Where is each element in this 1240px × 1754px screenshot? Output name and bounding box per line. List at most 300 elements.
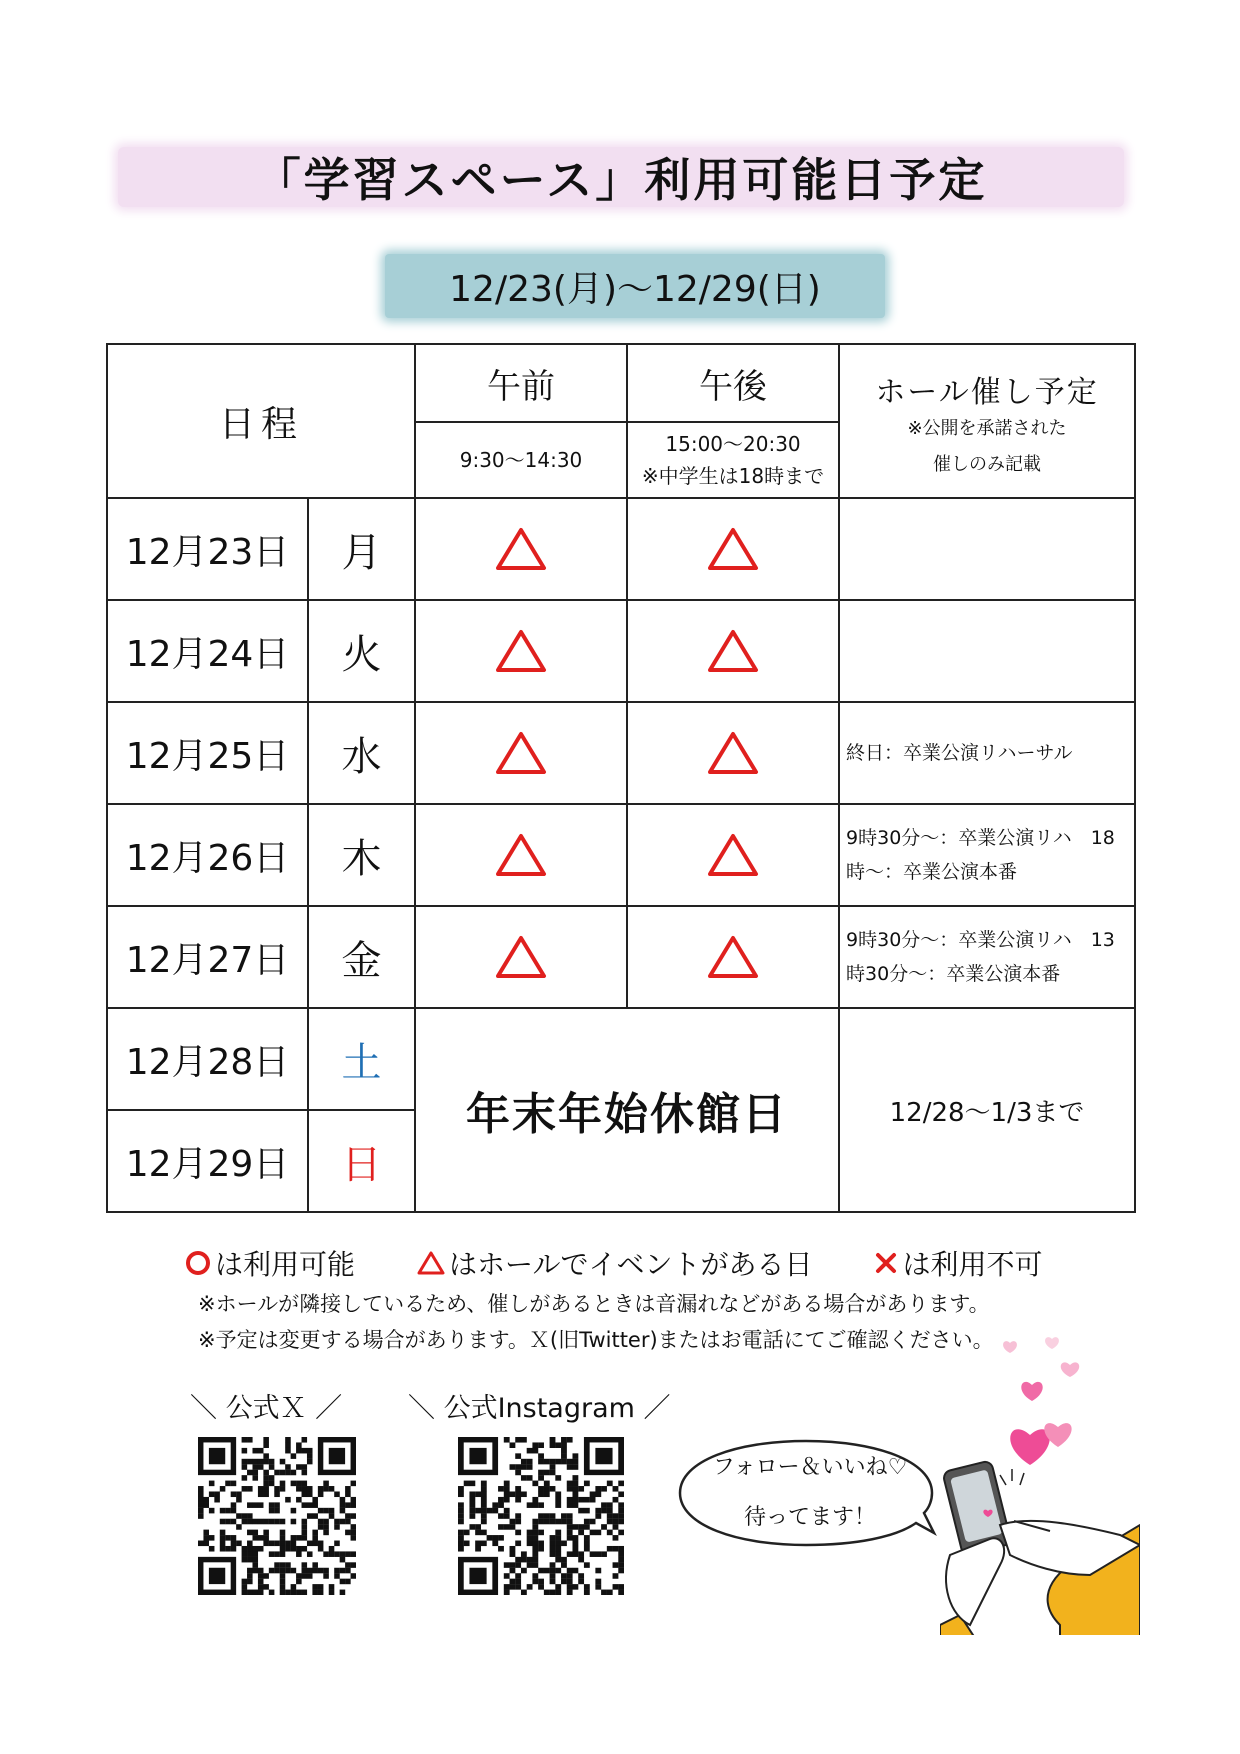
qr-module: [515, 1557, 521, 1563]
qr-module: [351, 1497, 356, 1503]
qr-module: [555, 1475, 561, 1481]
qr-module: [242, 1437, 248, 1443]
qr-module: [561, 1448, 567, 1454]
qr-module: [225, 1481, 231, 1487]
qr-module: [280, 1519, 286, 1525]
qr-module: [527, 1584, 533, 1590]
qr-module: [590, 1491, 596, 1497]
qr-module: [323, 1524, 329, 1530]
triangle-icon: [707, 526, 759, 572]
qr-module: [475, 1491, 481, 1497]
qr-module: [242, 1459, 248, 1465]
qr-module: [458, 1508, 464, 1514]
qr-module: [307, 1513, 313, 1519]
table-row: [107, 906, 1135, 1008]
qr-module: [340, 1568, 346, 1574]
qr-module: [291, 1541, 297, 1547]
qr-module: [527, 1557, 533, 1563]
qr-module: [601, 1508, 607, 1514]
qr-module: [334, 1524, 340, 1530]
qr-module: [613, 1535, 619, 1541]
qr-module: [618, 1584, 624, 1590]
qr-module: [291, 1453, 297, 1459]
qr-module: [312, 1562, 318, 1568]
weekday-cell-saturday: 土: [308, 1008, 415, 1110]
qr-module: [458, 1519, 464, 1525]
qr-module: [280, 1546, 286, 1552]
qr-module: [351, 1481, 356, 1487]
qr-module: [285, 1541, 291, 1547]
table-row: [107, 600, 1135, 702]
qr-module: [269, 1475, 275, 1481]
qr-module: [550, 1562, 556, 1568]
qr-module: [567, 1519, 573, 1525]
qr-module: [584, 1497, 590, 1503]
qr-module: [492, 1508, 498, 1514]
qr-module: [242, 1486, 248, 1492]
qr-module: [572, 1535, 578, 1541]
qr-module: [572, 1524, 578, 1530]
qr-module: [318, 1546, 324, 1552]
qr-module: [515, 1584, 521, 1590]
qr-module: [481, 1502, 487, 1508]
hall-event-cell: [839, 498, 1135, 600]
qr-module: [285, 1437, 291, 1443]
weekday-cell-sunday: 日: [308, 1110, 415, 1212]
qr-module: [532, 1562, 538, 1568]
am-status-cell: [415, 498, 627, 600]
qr-module: [242, 1513, 248, 1519]
qr-module: [555, 1502, 561, 1508]
qr-module: [618, 1481, 624, 1487]
qr-module: [307, 1573, 313, 1579]
qr-module: [274, 1562, 280, 1568]
qr-module: [274, 1470, 280, 1476]
qr-module: [618, 1491, 624, 1497]
circle-icon: [185, 1250, 211, 1276]
qr-module: [351, 1524, 356, 1530]
qr-module: [532, 1524, 538, 1530]
qr-module: [618, 1546, 624, 1552]
qr-module: [555, 1519, 561, 1525]
qr-module: [469, 1497, 475, 1503]
qr-module: [584, 1546, 590, 1552]
qr-module: [269, 1459, 275, 1465]
qr-module: [312, 1584, 318, 1590]
qr-module: [258, 1486, 264, 1492]
x-qr-code[interactable]: [198, 1437, 356, 1595]
qr-module: [302, 1546, 308, 1552]
qr-module: [247, 1579, 253, 1585]
qr-module: [618, 1513, 624, 1519]
page-title: 「学習スペース」利用可能日予定: [254, 153, 988, 207]
qr-module: [252, 1519, 258, 1525]
qr-module: [280, 1562, 286, 1568]
qr-module: [538, 1541, 544, 1547]
qr-module: [334, 1541, 340, 1547]
qr-module: [323, 1530, 329, 1536]
qr-module: [561, 1513, 567, 1519]
qr-module: [307, 1491, 313, 1497]
legend-event-label: はホールでイベントがある日: [449, 1248, 813, 1281]
qr-module: [584, 1524, 590, 1530]
qr-module: [225, 1508, 231, 1514]
qr-module: [280, 1579, 286, 1585]
qr-module: [601, 1502, 607, 1508]
qr-module: [329, 1486, 335, 1492]
qr-module: [504, 1513, 510, 1519]
qr-module: [538, 1530, 544, 1536]
qr-module: [198, 1491, 204, 1497]
qr-module: [236, 1513, 242, 1519]
qr-module: [561, 1573, 567, 1579]
qr-module: [618, 1551, 624, 1557]
am-time: 9:30〜14:30: [415, 422, 627, 498]
triangle-icon: [495, 730, 547, 776]
pm-status-cell: [627, 600, 839, 702]
qr-module: [247, 1551, 253, 1557]
qr-module: [515, 1497, 521, 1503]
qr-module: [555, 1590, 561, 1595]
qr-module: [578, 1497, 584, 1503]
qr-module: [572, 1459, 578, 1465]
hall-event-line: 時〜：卒業公演本番: [846, 861, 1018, 883]
qr-module: [198, 1508, 204, 1514]
qr-module: [527, 1535, 533, 1541]
qr-module: [291, 1508, 297, 1514]
qr-module: [601, 1590, 607, 1595]
qr-module: [285, 1442, 291, 1448]
qr-module: [538, 1470, 544, 1476]
qr-module: [302, 1486, 308, 1492]
qr-module: [572, 1464, 578, 1470]
hall-event-cell: [839, 906, 1135, 1008]
qr-module: [345, 1513, 351, 1519]
qr-module: [595, 1486, 601, 1492]
qr-module: [318, 1541, 324, 1547]
qr-module: [561, 1442, 567, 1448]
date-cell: 12月24日: [107, 600, 308, 702]
qr-module: [220, 1535, 226, 1541]
qr-module: [550, 1573, 556, 1579]
qr-module: [618, 1508, 624, 1514]
qr-module: [567, 1590, 573, 1595]
qr-module: [475, 1508, 481, 1514]
weekday-cell: 月: [308, 498, 415, 600]
qr-module: [274, 1502, 280, 1508]
qr-module: [458, 1535, 464, 1541]
qr-module: [280, 1590, 286, 1595]
qr-module: [498, 1486, 504, 1492]
qr-module: [584, 1519, 590, 1525]
qr-module: [544, 1491, 550, 1497]
qr-module: [340, 1551, 346, 1557]
qr-module: [307, 1568, 313, 1574]
qr-module: [618, 1562, 624, 1568]
qr-module: [504, 1486, 510, 1492]
qr-module: [613, 1573, 619, 1579]
qr-module: [263, 1453, 269, 1459]
qr-module: [555, 1568, 561, 1574]
qr-module: [302, 1437, 308, 1443]
qr-module: [561, 1519, 567, 1525]
qr-module: [572, 1546, 578, 1552]
qr-module: [481, 1486, 487, 1492]
qr-module: [340, 1519, 346, 1525]
qr-module: [481, 1481, 487, 1487]
weekday-cell: 金: [308, 906, 415, 1008]
qr-module: [296, 1579, 302, 1585]
qr-module: [242, 1579, 248, 1585]
qr-module: [274, 1568, 280, 1574]
qr-module: [515, 1541, 521, 1547]
qr-module: [258, 1519, 264, 1525]
qr-module: [515, 1519, 521, 1525]
qr-module: [538, 1584, 544, 1590]
qr-module: [280, 1573, 286, 1579]
legend: [185, 1243, 1085, 1283]
qr-module: [296, 1464, 302, 1470]
qr-module: [231, 1481, 237, 1487]
qr-module: [258, 1590, 264, 1595]
qr-module: [572, 1497, 578, 1503]
qr-module: [555, 1497, 561, 1503]
qr-module: [198, 1497, 204, 1503]
qr-module: [307, 1541, 313, 1547]
qr-module: [231, 1535, 237, 1541]
qr-module: [258, 1579, 264, 1585]
qr-module: [312, 1502, 318, 1508]
qr-module: [231, 1546, 237, 1552]
weekday-cell: 火: [308, 600, 415, 702]
qr-module: [618, 1557, 624, 1563]
qr-module: [521, 1557, 527, 1563]
qr-module: [458, 1541, 464, 1547]
qr-module: [458, 1491, 464, 1497]
qr-module: [538, 1502, 544, 1508]
qr-module: [595, 1513, 601, 1519]
qr-module: [345, 1491, 351, 1497]
qr-module: [258, 1568, 264, 1574]
qr-module: [555, 1530, 561, 1536]
qr-module: [231, 1502, 237, 1508]
qr-module: [510, 1442, 516, 1448]
qr-module: [607, 1481, 613, 1487]
qr-module: [504, 1497, 510, 1503]
qr-module: [458, 1486, 464, 1492]
qr-module: [515, 1579, 521, 1585]
qr-module: [527, 1502, 533, 1508]
qr-module: [618, 1568, 624, 1574]
qr-module: [323, 1573, 329, 1579]
legend-event: [417, 1243, 812, 1283]
qr-module: [252, 1562, 258, 1568]
qr-module: [504, 1491, 510, 1497]
weekday-cell: 木: [308, 804, 415, 906]
qr-module: [220, 1530, 226, 1536]
qr-module: [340, 1508, 346, 1514]
qr-module: [561, 1541, 567, 1547]
qr-module: [561, 1437, 567, 1443]
qr-module: [584, 1535, 590, 1541]
hall-event-cell: [839, 702, 1135, 804]
qr-module: [567, 1513, 573, 1519]
qr-module: [469, 1508, 475, 1514]
qr-module: [498, 1524, 504, 1530]
qr-module: [544, 1513, 550, 1519]
qr-module: [242, 1590, 248, 1595]
qr-module: [561, 1453, 567, 1459]
qr-module: [252, 1535, 258, 1541]
qr-module: [340, 1557, 346, 1563]
qr-module: [601, 1551, 607, 1557]
qr-module: [247, 1530, 253, 1536]
qr-module: [481, 1508, 487, 1514]
qr-module: [209, 1508, 215, 1514]
qr-module: [307, 1453, 313, 1459]
qr-module: [312, 1513, 318, 1519]
qr-module: [607, 1513, 613, 1519]
qr-module: [487, 1535, 493, 1541]
qr-module: [515, 1453, 521, 1459]
qr-module: [340, 1497, 346, 1503]
qr-module: [220, 1519, 226, 1525]
qr-module: [515, 1470, 521, 1476]
qr-module: [550, 1568, 556, 1574]
qr-module: [532, 1535, 538, 1541]
qr-module: [345, 1551, 351, 1557]
qr-module: [567, 1551, 573, 1557]
qr-module: [532, 1502, 538, 1508]
qr-module: [209, 1546, 215, 1552]
qr-module: [340, 1590, 346, 1595]
qr-module: [269, 1481, 275, 1487]
qr-module: [544, 1568, 550, 1574]
qr-module: [252, 1568, 258, 1574]
qr-module: [285, 1470, 291, 1476]
date-cell: 12月25日: [107, 702, 308, 804]
qr-module: [567, 1568, 573, 1574]
speech-bubble-line-1: フォロー＆いいね♡: [712, 1455, 908, 1480]
qr-module: [572, 1502, 578, 1508]
qr-module: [590, 1497, 596, 1503]
qr-module: [607, 1502, 613, 1508]
qr-module: [538, 1519, 544, 1525]
qr-module: [351, 1573, 356, 1579]
qr-module: [595, 1530, 601, 1536]
qr-module: [307, 1502, 313, 1508]
qr-module: [584, 1508, 590, 1514]
qr-module: [291, 1568, 297, 1574]
qr-module: [498, 1546, 504, 1552]
qr-module: [198, 1502, 204, 1508]
qr-module: [475, 1546, 481, 1552]
qr-module: [595, 1568, 601, 1574]
qr-module: [302, 1568, 308, 1574]
qr-module: [247, 1502, 253, 1508]
qr-module: [318, 1486, 324, 1492]
qr-module: [318, 1508, 324, 1514]
qr-module: [269, 1519, 275, 1525]
qr-module: [334, 1573, 340, 1579]
qr-module: [481, 1513, 487, 1519]
qr-module: [498, 1513, 504, 1519]
qr-module: [291, 1535, 297, 1541]
qr-module: [544, 1486, 550, 1492]
qr-module: [280, 1541, 286, 1547]
qr-module: [345, 1530, 351, 1536]
legend-available-label: は利用可能: [215, 1248, 356, 1281]
qr-module: [555, 1557, 561, 1563]
qr-module: [274, 1551, 280, 1557]
qr-module: [351, 1513, 356, 1519]
qr-module: [532, 1530, 538, 1536]
qr-module: [334, 1491, 340, 1497]
am-status-cell: [415, 906, 627, 1008]
qr-module: [329, 1508, 335, 1514]
qr-module: [578, 1579, 584, 1585]
qr-module: [285, 1448, 291, 1454]
qr-module: [572, 1584, 578, 1590]
qr-module: [510, 1584, 516, 1590]
qr-module: [590, 1530, 596, 1536]
qr-module: [345, 1579, 351, 1585]
qr-module: [351, 1562, 356, 1568]
qr-module: [538, 1453, 544, 1459]
qr-module: [258, 1573, 264, 1579]
qr-module: [302, 1573, 308, 1579]
qr-module: [209, 1481, 215, 1487]
qr-module: [247, 1470, 253, 1476]
qr-module: [595, 1508, 601, 1514]
qr-module: [274, 1486, 280, 1492]
qr-module: [334, 1551, 340, 1557]
qr-module: [312, 1590, 318, 1595]
qr-module: [567, 1502, 573, 1508]
qr-module: [475, 1541, 481, 1547]
qr-module: [258, 1459, 264, 1465]
am-status-cell: [415, 600, 627, 702]
qr-module: [318, 1568, 324, 1574]
qr-module: [515, 1562, 521, 1568]
qr-module: [302, 1481, 308, 1487]
qr-module: [578, 1573, 584, 1579]
qr-module: [590, 1519, 596, 1525]
qr-module: [252, 1557, 258, 1563]
qr-module: [323, 1481, 329, 1487]
qr-module: [469, 1491, 475, 1497]
qr-module: [269, 1590, 275, 1595]
cross-icon: [874, 1251, 898, 1275]
qr-module: [318, 1519, 324, 1525]
instagram-qr-code[interactable]: [458, 1437, 624, 1595]
qr-module: [258, 1535, 264, 1541]
qr-module: [532, 1579, 538, 1585]
qr-module: [469, 1524, 475, 1530]
qr-module: [345, 1568, 351, 1574]
qr-module: [209, 1568, 225, 1584]
qr-module: [532, 1442, 538, 1448]
qr-module: [567, 1437, 573, 1443]
qr-module: [225, 1546, 231, 1552]
qr-module: [302, 1502, 308, 1508]
qr-module: [258, 1448, 264, 1454]
qr-module: [242, 1448, 248, 1454]
qr-module: [285, 1568, 291, 1574]
qr-module: [527, 1541, 533, 1547]
qr-module: [203, 1530, 209, 1536]
qr-module: [291, 1590, 297, 1595]
